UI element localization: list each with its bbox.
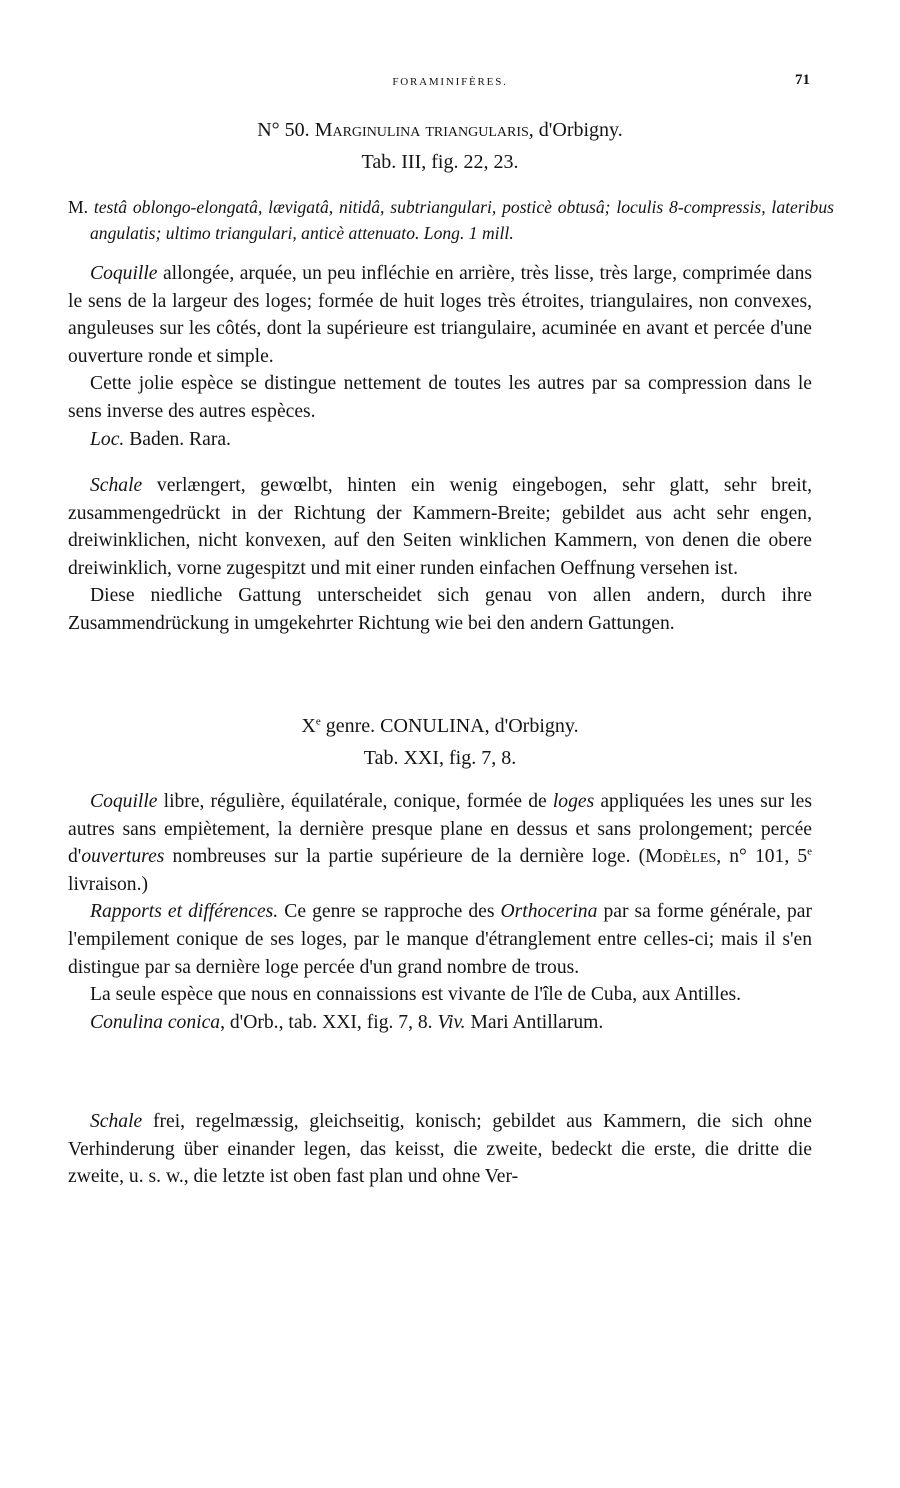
genus-description (68, 788, 812, 1036)
french-paragraph-1 (68, 260, 812, 370)
genus-p1-b: appliquées les unes sur les autres sans empiètement, la dernière presque plane en dessus et sans prolongement; percée d' (68, 791, 812, 868)
french-description (68, 260, 812, 453)
genus-heading-pre: X (301, 715, 316, 737)
genus-plate-ref: Tab. XXI, fig. 7, 8. (363, 747, 517, 769)
locality-line (68, 426, 812, 454)
genus-paragraph-1 (68, 788, 812, 898)
rapports-term: Rapports et différences. (90, 901, 279, 923)
german-text: verlængert, gewœlbt, hinten ein wenig eingebogen, sehr glatt, sehr breit, zusammengedrückt in der Richtung der Kammern-Breite; gebildet aus acht sehr engen, dreiwinklichen, nicht konvexen, auf den Seiten winklichen Kammern, von denen die obere dreiwinklich, vorne zugespitzt und mit einer runden einfachen Oeffnung versehen ist. (68, 475, 812, 579)
genus-p4-viv: Viv. (437, 1011, 466, 1033)
genus-p1-a: libre, régulière, équilatérale, conique, formée de (157, 791, 553, 812)
french-term: Coquille (90, 263, 158, 284)
german-paragraph-1 (68, 472, 812, 582)
genus-paragraph-2 (68, 898, 812, 981)
species-heading (68, 116, 812, 144)
running-head-title: FORAMINIFÈRES. (392, 76, 508, 88)
species-plate-ref: Tab. III, fig. 22, 23. (361, 151, 519, 173)
genus-heading (68, 712, 812, 740)
genus-p1-ouvertures: ouvertures (81, 846, 165, 868)
latin-lead: M. (68, 197, 89, 217)
genus-p2-b: par sa forme générale, par l'empilement conique de ses loges, par le manque d'étranglement entre celles-ci; mais il s'en distingue par sa dernière loge percée d'un grand nombre de trous. (68, 901, 813, 978)
genus-german-text: frei, regelmæssig, gleichseitig, konisch; gebildet aus Kammern, die sich ohne Verhinderung über einander legen, das keisst, die zweite, bedeckt die erste, die dritte die zweite, u. s. w., die letzte ist oben fast plan und ohne Ver- (68, 1111, 812, 1188)
genus-p4-b: Mari Antillarum. (465, 1011, 604, 1033)
species-number: N° 50. (257, 119, 315, 141)
genus-p1-sup: e (807, 845, 813, 858)
genus-heading-rest: genre. CONULINA, d'Orbigny. (320, 715, 579, 737)
locality-text: Baden. Rara. (124, 428, 231, 450)
genus-p1-modeles: Modèles (645, 846, 717, 868)
genus-german-description (68, 1108, 812, 1191)
genus-p1-d: , n° 101, 5 (716, 846, 808, 868)
species-author: , d'Orbigny. (528, 119, 623, 141)
german-description (68, 472, 812, 638)
genus-term: Coquille (90, 791, 158, 812)
running-head (0, 72, 900, 96)
latin-text: testâ oblongo-elongatâ, lævigatâ, nitidâ, subtriangulari, posticè obtusâ; loculis 8-compressis, lateribus angulatis; ultimo triangulari, anticè attenuato. Long. 1 mill. (88, 197, 834, 243)
genus-heading-sup: e (315, 715, 321, 728)
german-paragraph-2: Diese niedliche Gattung unterscheidet sich genau von allen andern, durch ihre Zusammendrückung in umgekehrter Richtung wie bei den andern Gattungen. (68, 585, 812, 634)
latin-diagnosis (68, 194, 834, 246)
genus-german-paragraph (68, 1108, 812, 1191)
genus-p1-c: nombreuses sur la partie supérieure de la dernière loge. ( (164, 846, 646, 868)
species-name: Marginulina triangularis (314, 119, 529, 141)
locality-label: Loc. (90, 428, 125, 450)
genus-p1-loges: loges (552, 791, 595, 812)
page-number: 71 (795, 72, 810, 88)
genus-p2-orthocerina: Orthocerina (500, 901, 598, 923)
genus-p4-a: , d'Orb., tab. XXI, fig. 7, 8. (220, 1011, 438, 1033)
german-term: Schale (90, 475, 143, 496)
french-paragraph-2: Cette jolie espèce se distingue nettement de toutes les autres par sa compression dans le sens inverse des autres espèces. (68, 373, 812, 422)
genus-p2-a: Ce genre se rapproche des (278, 901, 501, 923)
genus-p1-e: livraison.) (68, 873, 148, 895)
genus-paragraph-4 (68, 1009, 812, 1037)
genus-paragraph-3: La seule espèce que nous en connaissions est vivante de l'île de Cuba, aux Antilles. (90, 984, 742, 1006)
conulina-conica: Conulina conica (90, 1011, 221, 1033)
french-text: allongée, arquée, un peu infléchie en arrière, très lisse, très large, comprimée dans le sens de la largeur des loges; formée de huit loges très étroites, triangulaires, non convexes, anguleuses sur les côtés, dont la supérieure est triangulaire, acuminée en avant et percée d'une ouverture ronde et simple. (68, 263, 812, 367)
genus-german-term: Schale (90, 1111, 143, 1132)
